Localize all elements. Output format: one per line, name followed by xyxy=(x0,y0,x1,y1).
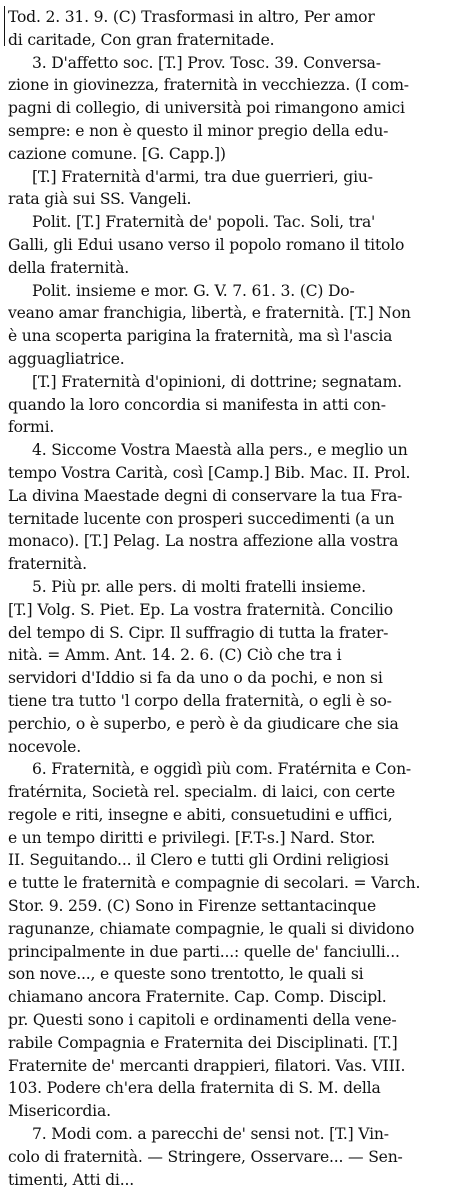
text-line: fratérnita, Società rel. specialm. di laici, con certe xyxy=(8,783,396,802)
text-line: del tempo di S. Cipr. Il suffragio di tutta la frater- xyxy=(8,623,389,642)
text-line: [T.] Fraternità d'opinioni, di dottrine; segnatam. xyxy=(32,372,402,391)
text-line: della fraternità. xyxy=(8,258,130,277)
text-line: e un tempo diritti e privilegi. [F.T-s.] Nard. Stor. xyxy=(8,828,376,847)
text-line: principalmente in due parti...: quelle de' fanciulli... xyxy=(8,942,400,961)
text-line: nocevole. xyxy=(8,737,81,756)
text-line: La divina Maestade degni di conservare la tua Fra- xyxy=(8,486,403,505)
text-line: [T.] Fraternità d'armi, tra due guerrieri, giu- xyxy=(32,167,373,186)
text-line: nità. = Amm. Ant. 14. 2. 6. (C) Ciò che tra i xyxy=(8,646,342,665)
text-line: Galli, gli Edui usano verso il popolo romano il titolo xyxy=(8,235,405,254)
text-line: fraternità. xyxy=(8,555,87,574)
text-line: cazione comune. [G. Capp.]) xyxy=(8,144,226,163)
text-line: son nove..., e queste sono trentotto, le quali si xyxy=(8,965,364,984)
text-line: Stor. 9. 259. (C) Sono in Firenze settantacinque xyxy=(8,897,377,916)
text-line: Misericordia. xyxy=(8,1102,111,1121)
text-line: 4. Siccome Vostra Maestà alla pers., e meglio un xyxy=(32,441,408,460)
text-line: 6. Fraternità, e oggidì più com. Fratérnita e Con- xyxy=(32,760,411,779)
text-line: chiamano ancora Fraternite. Cap. Comp. Discipl. xyxy=(8,988,387,1007)
text-line: 7. Modi com. a parecchi de' sensi not. [T.] Vin- xyxy=(32,1125,389,1144)
text-line: quando la loro concordia si manifesta in atti con- xyxy=(8,395,386,414)
text-line: agguagliatrice. xyxy=(8,349,125,368)
text-line: ternitade lucente con prosperi succedimenti (a un xyxy=(8,509,395,528)
text-line: 103. Podere ch'era della fraternita di S. M. della xyxy=(8,1079,381,1098)
text-line: 3. D'affetto soc. [T.] Prov. Tosc. 39. Conversa- xyxy=(32,53,381,72)
text-line: Tod. 2. 31. 9. (C) Trasformasi in altro, Per amor xyxy=(8,8,375,26)
text-line: è una scoperta parigina la fraternità, ma sì l'ascia xyxy=(8,327,393,346)
text-line: [T.] Volg. S. Piet. Ep. La vostra fraternità. Concilio xyxy=(8,600,393,619)
entry-text xyxy=(8,6,462,1191)
text-line: sempre: e non è questo il minor pregio della edu- xyxy=(8,121,389,140)
text-line: regole e riti, insegne e abiti, consuetudini e uffici, xyxy=(8,805,393,824)
text-line: zione in giovinezza, fraternità in vecchiezza. (I com- xyxy=(8,76,409,95)
text-line: rabile Compagnia e Fraternita dei Disciplinati. [T.] xyxy=(8,1033,398,1052)
text-line: colo di fraternità. — Stringere, Osservare... — Sen- xyxy=(8,1147,403,1166)
text-line: formi. xyxy=(8,418,55,437)
margin-rule xyxy=(4,6,5,46)
text-line: ragunanze, chiamate compagnie, le quali si dividono xyxy=(8,919,415,938)
text-line: 5. Più pr. alle pers. di molti fratelli insieme. xyxy=(32,577,366,596)
text-line: pagni di collegio, di università poi rimangono amici xyxy=(8,99,405,118)
text-line: veano amar franchigia, libertà, e fraternità. [T.] Non xyxy=(8,304,411,323)
text-line: Polit. [T.] Fraternità de' popoli. Tac. Soli, tra' xyxy=(32,213,376,232)
text-line: timenti, Atti di... xyxy=(8,1170,134,1189)
text-line: di caritade, Con gran fraternitade. xyxy=(8,30,275,49)
text-line: servidori d'Iddio si fa da uno o da pochi, e non si xyxy=(8,669,383,688)
text-line: Polit. insieme e mor. G. V. 7. 61. 3. (C) Do- xyxy=(32,281,355,300)
text-line: rata già sui SS. Vangeli. xyxy=(8,190,192,209)
text-line: tiene tra tutto 'l corpo della fraternità, o egli è so- xyxy=(8,691,392,710)
text-line: II. Seguitando... il Clero e tutti gli Ordini religiosi xyxy=(8,851,389,870)
text-line: monaco). [T.] Pelag. La nostra affezione alla vostra xyxy=(8,532,399,551)
text-line: perchio, o è superbo, e però è da giudicare che sia xyxy=(8,714,399,733)
text-line: pr. Questi sono i capitoli e ordinamenti della vene- xyxy=(8,1011,397,1030)
text-line: tempo Vostra Carità, così [Camp.] Bib. Mac. II. Prol. xyxy=(8,463,411,482)
text-line: e tutte le fraternità e compagnie di secolari. = Varch. xyxy=(8,874,421,893)
text-line: Fraternite de' mercanti drappieri, filatori. Vas. VIII. xyxy=(8,1056,406,1075)
